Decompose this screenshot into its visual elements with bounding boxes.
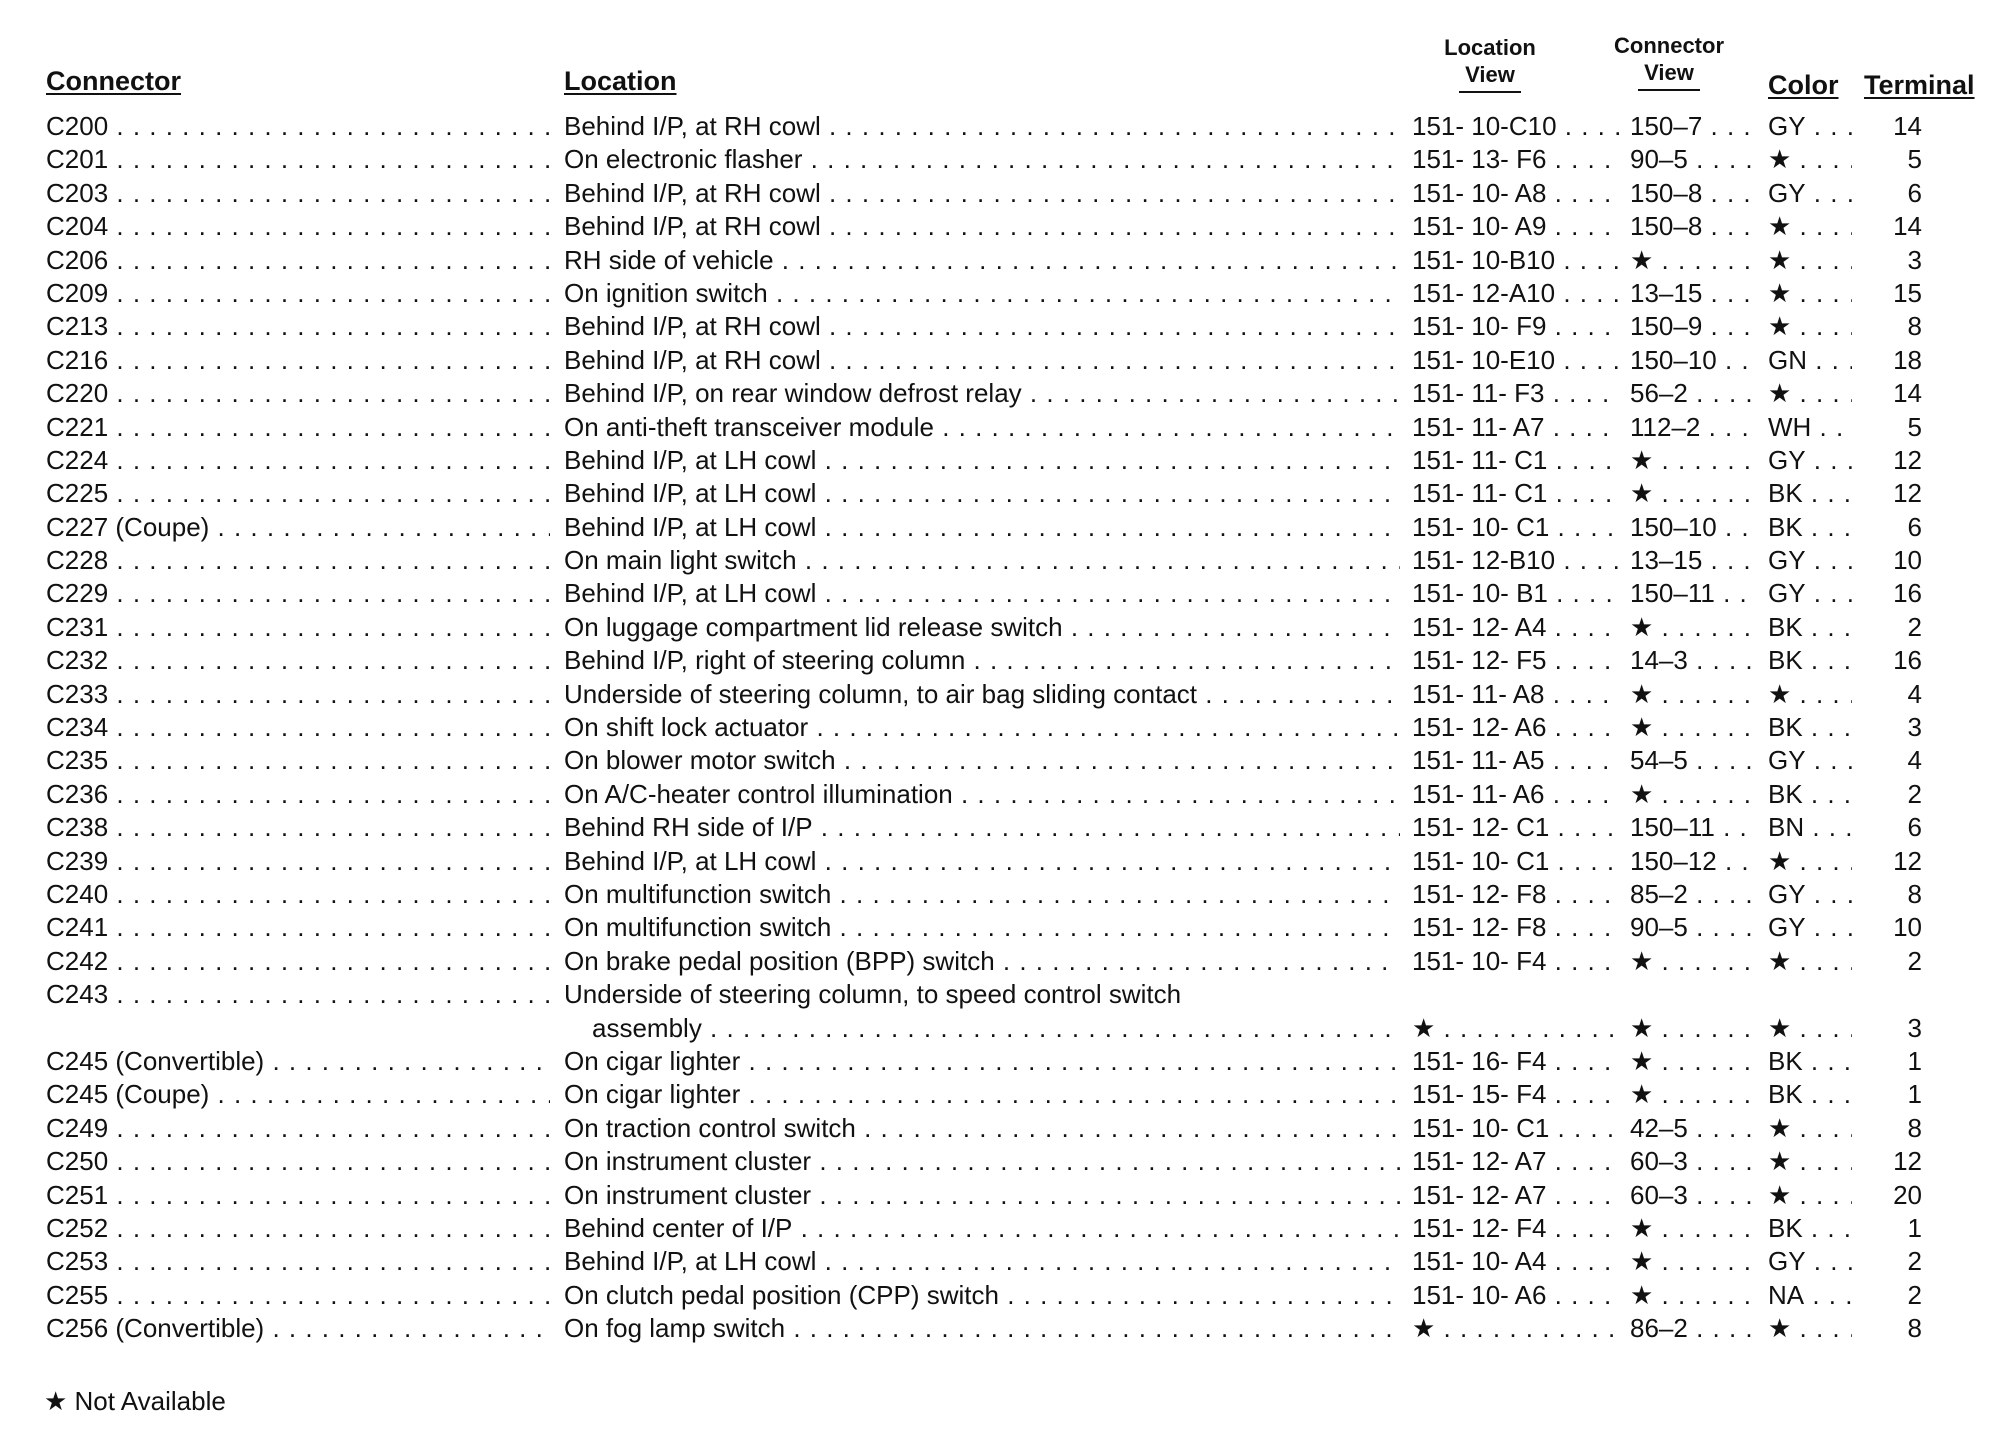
location-view-code: 151- 12- F5 . . .	[1412, 644, 1620, 677]
connector-id: C209 . . .	[46, 277, 550, 310]
wire-color: BK . . .	[1768, 611, 1852, 644]
location-view-code: 151- 12- A7 . . .	[1412, 1179, 1620, 1212]
connector-id: C241 . . .	[46, 911, 550, 944]
location-text: On fog lamp switch . . .	[564, 1312, 1400, 1345]
location-text: On electronic flasher . . .	[564, 143, 1400, 176]
location-view-code: 151- 10- F4 . . .	[1412, 945, 1620, 978]
connector-view-code: 60–3 . . .	[1630, 1145, 1754, 1178]
wire-color: BK . . .	[1768, 1078, 1852, 1111]
location-view-code: 151- 10- C1 . . .	[1412, 511, 1620, 544]
connector-id: C216 . . .	[46, 344, 550, 377]
connector-id: C249 . . .	[46, 1112, 550, 1145]
footnote-not-available: ★ Not Available	[44, 1386, 226, 1416]
location-text: Underside of steering column, to air bag sliding contact . . .	[564, 678, 1400, 711]
connector-id: C253 . . .	[46, 1245, 550, 1278]
connector-view-code: 150–10 . . .	[1630, 511, 1754, 544]
connector-view-code: ★ . . .	[1630, 1045, 1754, 1078]
wire-color: ★ . . .	[1768, 845, 1852, 878]
terminal-count: 1	[1907, 1212, 1922, 1243]
location-text: Behind I/P, at LH cowl . . .	[564, 477, 1400, 510]
location-view-code: 151- 11- A6 . . .	[1412, 778, 1620, 811]
wire-color: BK . . .	[1768, 644, 1852, 677]
connector-id: C245 (Convertible) . . .	[46, 1045, 550, 1078]
wire-color: ★ . . .	[1768, 377, 1852, 410]
table-row	[0, 177, 1992, 210]
terminal-count: 3	[1907, 1012, 1922, 1043]
connector-id: C221 . . .	[46, 411, 550, 444]
connector-id: C204 . . .	[46, 210, 550, 243]
location-text: Behind I/P, right of steering column . . .	[564, 644, 1400, 677]
connector-view-code: ★ . . .	[1630, 244, 1754, 277]
wire-color: BK . . .	[1768, 711, 1852, 744]
wire-color: ★ . . .	[1768, 244, 1852, 277]
wire-color: GY . . .	[1768, 1245, 1852, 1278]
location-view-code: 151- 11- A8 . . .	[1412, 678, 1620, 711]
table-row	[0, 811, 1992, 844]
terminal-count: 10	[1893, 545, 1922, 576]
location-view-code: 151- 16- F4 . . .	[1412, 1045, 1620, 1078]
connector-id: C245 (Coupe) . . .	[46, 1078, 550, 1111]
location-view-code: 151- 11- A7 . . .	[1412, 411, 1620, 444]
header-connector-view-line2: View	[1638, 59, 1700, 91]
wire-color: BK . . .	[1768, 1212, 1852, 1245]
table-row	[0, 544, 1992, 577]
location-text: On brake pedal position (BPP) switch . . .	[564, 945, 1400, 978]
terminal-count: 8	[1907, 878, 1922, 909]
location-text: Behind I/P, at RH cowl . . .	[564, 110, 1400, 143]
connector-view-code: ★ . . .	[1630, 1245, 1754, 1278]
table-row	[0, 1179, 1992, 1212]
location-text: On clutch pedal position (CPP) switch . . .	[564, 1279, 1400, 1312]
location-view-code: 151- 12- A6 . . .	[1412, 711, 1620, 744]
table-row	[0, 344, 1992, 377]
table-row	[0, 244, 1992, 277]
connector-view-code: 85–2 . . .	[1630, 878, 1754, 911]
location-view-code: 151- 10- C1 . . .	[1412, 1112, 1620, 1145]
terminal-count: 8	[1907, 311, 1922, 342]
wire-color: ★ . . .	[1768, 678, 1852, 711]
location-view-code: 151- 10- F9 . . .	[1412, 310, 1620, 343]
wire-color: GY . . .	[1768, 577, 1852, 610]
terminal-count: 16	[1893, 578, 1922, 609]
wire-color: GY . . .	[1768, 177, 1852, 210]
table-row	[0, 577, 1992, 610]
wire-color: BK . . .	[1768, 778, 1852, 811]
terminal-count: 18	[1893, 344, 1922, 375]
table-row	[0, 143, 1992, 176]
location-view-code: 151- 10- C1 . . .	[1412, 845, 1620, 878]
terminal-count: 12	[1893, 845, 1922, 876]
connector-id: C250 . . .	[46, 1145, 550, 1178]
location-view-code: 151- 12-B10 . . .	[1412, 544, 1620, 577]
table-row	[0, 1312, 1992, 1345]
connector-id: C239 . . .	[46, 845, 550, 878]
location-text: Behind I/P, at LH cowl . . .	[564, 577, 1400, 610]
location-text: On luggage compartment lid release switch . . .	[564, 611, 1400, 644]
wire-color: ★ . . .	[1768, 1145, 1852, 1178]
connector-rows	[0, 110, 1992, 1345]
location-view-code: 151- 12-A10 . . .	[1412, 277, 1620, 310]
location-view-code: 151- 10-E10 . . .	[1412, 344, 1620, 377]
connector-view-code: 86–2 . . .	[1630, 1312, 1754, 1345]
location-view-code: 151- 10-B10 . . .	[1412, 244, 1620, 277]
location-view-code: 151- 11- C1 . . .	[1412, 444, 1620, 477]
wire-color: GY . . .	[1768, 544, 1852, 577]
connector-view-code: 56–2 . . .	[1630, 377, 1754, 410]
connector-id: C243 . . .	[46, 978, 550, 1011]
wire-color: GY . . .	[1768, 878, 1852, 911]
table-row	[0, 911, 1992, 944]
wire-color: ★ . . .	[1768, 1179, 1852, 1212]
connector-view-code: 14–3 . . .	[1630, 644, 1754, 677]
location-view-code: 151- 10-C10 . . .	[1412, 110, 1620, 143]
location-text: On cigar lighter . . .	[564, 1078, 1400, 1111]
terminal-count: 14	[1893, 378, 1922, 409]
wire-color: WH . . .	[1768, 411, 1852, 444]
connector-view-code: ★ . . .	[1630, 444, 1754, 477]
connector-id: C227 (Coupe) . . .	[46, 511, 550, 544]
header-connector-view	[1604, 32, 1734, 91]
terminal-count: 2	[1907, 1279, 1922, 1310]
connector-view-code: ★ . . .	[1630, 778, 1754, 811]
location-view-code: 151- 12- F8 . . .	[1412, 911, 1620, 944]
connector-id: C224 . . .	[46, 444, 550, 477]
location-view-code: ★ . . .	[1412, 1012, 1620, 1045]
terminal-count: 5	[1907, 144, 1922, 175]
table-row	[0, 1279, 1992, 1312]
wire-color: GY . . .	[1768, 110, 1852, 143]
wire-color: ★ . . .	[1768, 1012, 1852, 1045]
terminal-count: 1	[1907, 1045, 1922, 1076]
connector-view-code: ★ . . .	[1630, 711, 1754, 744]
location-text: Behind I/P, at RH cowl . . .	[564, 210, 1400, 243]
location-text: Behind I/P, at LH cowl . . .	[564, 845, 1400, 878]
location-view-code: 151- 10- B1 . . .	[1412, 577, 1620, 610]
connector-view-code: ★ . . .	[1630, 678, 1754, 711]
terminal-count: 12	[1893, 1146, 1922, 1177]
connector-id: C234 . . .	[46, 711, 550, 744]
location-text: Behind RH side of I/P . . .	[564, 811, 1400, 844]
connector-view-code: 150–8 . . .	[1630, 177, 1754, 210]
location-view-code: 151- 12- F4 . . .	[1412, 1212, 1620, 1245]
connector-id: C201 . . .	[46, 143, 550, 176]
connector-id: C213 . . .	[46, 310, 550, 343]
terminal-count: 20	[1893, 1179, 1922, 1210]
header-location-view	[1430, 34, 1550, 93]
connector-id: C252 . . .	[46, 1212, 550, 1245]
connector-view-code: 13–15 . . .	[1630, 544, 1754, 577]
table-row	[0, 744, 1992, 777]
table-row	[0, 945, 1992, 978]
location-text: On anti-theft transceiver module . . .	[564, 411, 1400, 444]
connector-view-code: ★ . . .	[1630, 477, 1754, 510]
terminal-count: 14	[1893, 211, 1922, 242]
connector-id: C203 . . .	[46, 177, 550, 210]
location-text: Behind I/P, at LH cowl . . .	[564, 511, 1400, 544]
location-text: RH side of vehicle . . .	[564, 244, 1400, 277]
location-text: On shift lock actuator . . .	[564, 711, 1400, 744]
header-location-view-line2: View	[1459, 61, 1521, 93]
terminal-count: 6	[1907, 511, 1922, 542]
connector-view-code: 13–15 . . .	[1630, 277, 1754, 310]
connector-view-code: 60–3 . . .	[1630, 1179, 1754, 1212]
location-text: On traction control switch . . .	[564, 1112, 1400, 1145]
table-row	[0, 411, 1992, 444]
connector-view-code: 150–9 . . .	[1630, 310, 1754, 343]
wire-color: BN . . .	[1768, 811, 1852, 844]
wire-color: BK . . .	[1768, 1045, 1852, 1078]
wire-color: GY . . .	[1768, 444, 1852, 477]
location-text: On multifunction switch . . .	[564, 878, 1400, 911]
terminal-count: 1	[1907, 1079, 1922, 1110]
table-row	[0, 878, 1992, 911]
table-row	[0, 644, 1992, 677]
terminal-count: 16	[1893, 645, 1922, 676]
terminal-count: 6	[1907, 177, 1922, 208]
table-row	[0, 477, 1992, 510]
connector-view-code: 90–5 . . .	[1630, 911, 1754, 944]
table-row	[0, 511, 1992, 544]
table-row	[0, 1145, 1992, 1178]
connector-id: C229 . . .	[46, 577, 550, 610]
connector-id: C206 . . .	[46, 244, 550, 277]
header-color: Color	[1768, 70, 1839, 100]
location-text: On A/C-heater control illumination . . .	[564, 778, 1400, 811]
table-row	[0, 978, 1992, 1045]
header-connector: Connector	[46, 66, 181, 96]
wire-color: ★ . . .	[1768, 310, 1852, 343]
connector-view-code: 150–10 . . .	[1630, 344, 1754, 377]
location-text: Behind I/P, at RH cowl . . .	[564, 177, 1400, 210]
table-row	[0, 845, 1992, 878]
connector-view-code: 54–5 . . .	[1630, 744, 1754, 777]
header-location-view-line1: Location	[1444, 35, 1536, 60]
connector-view-code: ★ . . .	[1630, 611, 1754, 644]
connector-view-code: 90–5 . . .	[1630, 143, 1754, 176]
location-view-code: 151- 11- A5 . . .	[1412, 744, 1620, 777]
table-row	[0, 110, 1992, 143]
connector-id: C256 (Convertible) . . .	[46, 1312, 550, 1345]
connector-view-code: ★ . . .	[1630, 1012, 1754, 1045]
connector-view-code: 150–8 . . .	[1630, 210, 1754, 243]
wire-color: ★ . . .	[1768, 1112, 1852, 1145]
table-row	[0, 310, 1992, 343]
location-view-code: 151- 11- C1 . . .	[1412, 477, 1620, 510]
connector-id: C220 . . .	[46, 377, 550, 410]
terminal-count: 4	[1907, 745, 1922, 776]
table-row	[0, 210, 1992, 243]
terminal-count: 2	[1907, 778, 1922, 809]
connector-id: C240 . . .	[46, 878, 550, 911]
wire-color: BK . . .	[1768, 477, 1852, 510]
location-view-code: 151- 11- F3 . . .	[1412, 377, 1620, 410]
wire-color: GY . . .	[1768, 911, 1852, 944]
table-row	[0, 1045, 1992, 1078]
connector-view-code: ★ . . .	[1630, 1279, 1754, 1312]
header-terminal: Terminal	[1864, 70, 1975, 100]
table-row	[0, 1245, 1992, 1278]
location-view-code: 151- 10- A6 . . .	[1412, 1279, 1620, 1312]
location-view-code: 151- 10- A8 . . .	[1412, 177, 1620, 210]
connector-id: C228 . . .	[46, 544, 550, 577]
location-text: On multifunction switch . . .	[564, 911, 1400, 944]
location-text: Behind center of I/P . . .	[564, 1212, 1400, 1245]
terminal-count: 8	[1907, 1112, 1922, 1143]
wire-color: ★ . . .	[1768, 1312, 1852, 1345]
terminal-count: 2	[1907, 1246, 1922, 1277]
terminal-count: 3	[1907, 244, 1922, 275]
connector-view-code: ★ . . .	[1630, 1212, 1754, 1245]
location-view-code: 151- 12- A7 . . .	[1412, 1145, 1620, 1178]
location-text: Behind I/P, on rear window defrost relay . . .	[564, 377, 1400, 410]
terminal-count: 14	[1893, 111, 1922, 141]
terminal-count: 2	[1907, 945, 1922, 976]
location-view-code: 151- 12- C1 . . .	[1412, 811, 1620, 844]
location-text: On ignition switch . . .	[564, 277, 1400, 310]
terminal-count: 4	[1907, 678, 1922, 709]
wire-color: ★ . . .	[1768, 945, 1852, 978]
connector-id: C242 . . .	[46, 945, 550, 978]
connector-id: C225 . . .	[46, 477, 550, 510]
connector-id: C251 . . .	[46, 1179, 550, 1212]
table-row	[0, 1112, 1992, 1145]
terminal-count: 3	[1907, 712, 1922, 743]
connector-id: C238 . . .	[46, 811, 550, 844]
wire-color: ★ . . .	[1768, 143, 1852, 176]
table-row	[0, 1212, 1992, 1245]
table-row	[0, 444, 1992, 477]
connector-view-code: 150–7 . . .	[1630, 110, 1754, 143]
terminal-count: 6	[1907, 812, 1922, 843]
connector-view-code: 150–11 . . .	[1630, 577, 1754, 610]
connector-view-code: ★ . . .	[1630, 945, 1754, 978]
connector-id: C231 . . .	[46, 611, 550, 644]
location-view-code: 151- 10- A4 . . .	[1412, 1245, 1620, 1278]
wire-color: NA . . .	[1768, 1279, 1852, 1312]
table-row	[0, 611, 1992, 644]
connector-id: C232 . . .	[46, 644, 550, 677]
location-text: Behind I/P, at RH cowl . . .	[564, 310, 1400, 343]
location-view-code: 151- 10- A9 . . .	[1412, 210, 1620, 243]
table-row	[0, 377, 1992, 410]
location-text: Behind I/P, at LH cowl . . .	[564, 1245, 1400, 1278]
connector-view-code: 150–12 . . .	[1630, 845, 1754, 878]
location-view-code: 151- 12- A4 . . .	[1412, 611, 1620, 644]
connector-view-code: 112–2 . . .	[1630, 411, 1754, 444]
header-connector-view-line1: Connector	[1614, 33, 1724, 58]
terminal-count: 2	[1907, 611, 1922, 642]
terminal-count: 12	[1893, 478, 1922, 509]
terminal-count: 8	[1907, 1313, 1922, 1344]
connector-id: C233 . . .	[46, 678, 550, 711]
table-row	[0, 277, 1992, 310]
location-text: On instrument cluster . . .	[564, 1179, 1400, 1212]
location-text: On blower motor switch . . .	[564, 744, 1400, 777]
location-text: Underside of steering column, to speed control switch	[564, 979, 1182, 1010]
connector-id: C200 . . .	[46, 110, 550, 143]
connector-view-code: 42–5 . . .	[1630, 1112, 1754, 1145]
connector-id: C255 . . .	[46, 1279, 550, 1312]
table-row	[0, 778, 1992, 811]
location-text: On instrument cluster . . .	[564, 1145, 1400, 1178]
location-text: On main light switch . . .	[564, 544, 1400, 577]
wire-color: ★ . . .	[1768, 210, 1852, 243]
terminal-count: 12	[1893, 444, 1922, 475]
table-row	[0, 711, 1992, 744]
table-row	[0, 1078, 1992, 1111]
location-view-code: 151- 13- F6 . . .	[1412, 143, 1620, 176]
wire-color: GY . . .	[1768, 744, 1852, 777]
terminal-count: 10	[1893, 912, 1922, 943]
wire-color: GN . . .	[1768, 344, 1852, 377]
header-location: Location	[564, 66, 677, 96]
table-row	[0, 678, 1992, 711]
terminal-count: 15	[1893, 277, 1922, 308]
connector-view-code: 150–11 . . .	[1630, 811, 1754, 844]
wire-color: ★ . . .	[1768, 277, 1852, 310]
location-view-code: ★ . . .	[1412, 1312, 1620, 1345]
connector-view-code: ★ . . .	[1630, 1078, 1754, 1111]
connector-id: C235 . . .	[46, 744, 550, 777]
location-view-code: 151- 15- F4 . . .	[1412, 1078, 1620, 1111]
location-text-continued: assembly . . .	[592, 1012, 1400, 1045]
location-text: Behind I/P, at LH cowl . . .	[564, 444, 1400, 477]
location-text: Behind I/P, at RH cowl . . .	[564, 344, 1400, 377]
location-text: On cigar lighter . . .	[564, 1045, 1400, 1078]
location-view-code: 151- 12- F8 . . .	[1412, 878, 1620, 911]
wire-color: BK . . .	[1768, 511, 1852, 544]
connector-id: C236 . . .	[46, 778, 550, 811]
terminal-count: 5	[1907, 411, 1922, 442]
